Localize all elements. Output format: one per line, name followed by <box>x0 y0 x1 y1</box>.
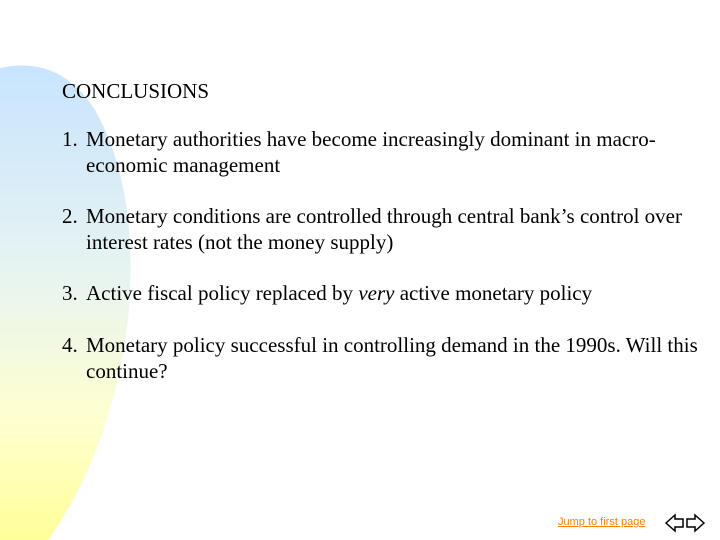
conclusion-item-1 <box>62 126 702 178</box>
slide-content <box>62 78 702 409</box>
conclusion-item-2 <box>62 203 702 255</box>
arrow-right-icon <box>684 512 706 534</box>
next-slide-button[interactable] <box>684 512 706 534</box>
jump-to-first-page-link[interactable]: Jump to first page <box>558 516 646 528</box>
item-text: Monetary authorities have become increasingly dominant in macro-economic management <box>86 127 656 177</box>
item-emphasis: very <box>358 281 395 305</box>
arrow-left-icon <box>664 512 686 534</box>
previous-slide-button[interactable] <box>664 512 686 534</box>
item-text: Active fiscal policy replaced by <box>86 281 359 305</box>
slide-title: CONCLUSIONS <box>62 79 210 103</box>
conclusion-item-4 <box>62 332 702 384</box>
item-number: 2. <box>62 204 78 228</box>
item-number: 3. <box>62 281 78 305</box>
conclusion-item-3 <box>62 280 702 306</box>
item-number: 4. <box>62 333 78 357</box>
item-number: 1. <box>62 127 78 151</box>
item-text-tail: active monetary policy <box>394 281 593 305</box>
item-text: Monetary conditions are controlled through central bank’s control over interest rates (not the money supply) <box>86 204 682 254</box>
item-text: Monetary policy successful in controlling demand in the 1990s. Will this continue? <box>86 333 698 383</box>
